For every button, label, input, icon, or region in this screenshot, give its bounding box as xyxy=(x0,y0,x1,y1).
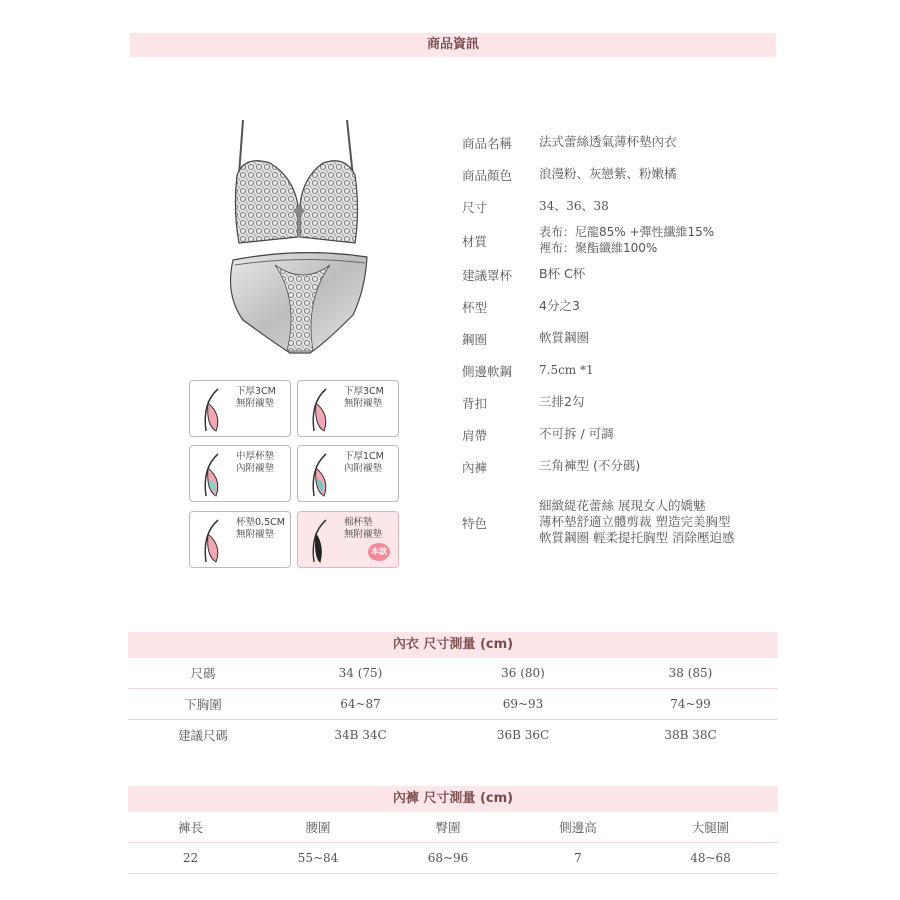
spec-label: 鋼圈 xyxy=(462,332,488,347)
spec-label: 特色 xyxy=(462,516,488,531)
cup-type-line2: 內附襯墊 xyxy=(344,463,383,474)
table-header-cell: 側邊高 xyxy=(513,812,643,843)
table-header-cell: 臀圍 xyxy=(383,812,513,843)
cup-profile-icon xyxy=(196,516,232,566)
cup-type-line1: 杯墊0.5CM xyxy=(236,517,285,528)
spec-value: 4分之3 xyxy=(539,298,580,313)
spec-value: 34、36、38 xyxy=(539,199,609,213)
cup-type-line1: 下厚3CM xyxy=(344,386,384,397)
bra-size-table-title: 內衣 尺寸測量 (cm) xyxy=(128,632,778,658)
cup-type-line2: 無附襯墊 xyxy=(236,398,275,409)
table-cell: 38 (85) xyxy=(603,658,778,689)
spec-value: 浪漫粉、灰戀紫、粉嫩橘 xyxy=(539,166,677,181)
table-cell: 7 xyxy=(513,843,643,874)
cup-type-line2: 無附襯墊 xyxy=(344,398,383,409)
spec-value: 7.5cm *1 xyxy=(539,363,594,377)
table-cell: 36B 36C xyxy=(496,728,550,742)
table-cell: 建議尺碼 xyxy=(177,728,228,743)
cup-profile-icon xyxy=(196,450,232,500)
table-header-cell: 腰圍 xyxy=(253,812,383,843)
table-header-cell: 褲長 xyxy=(128,812,253,843)
table-cell: 64~87 xyxy=(278,689,443,720)
table-row xyxy=(128,658,778,689)
spec-value: 法式蕾絲透氣薄杯墊內衣 xyxy=(539,134,677,149)
table-cell: 68~96 xyxy=(383,843,513,874)
cup-type-card xyxy=(297,445,399,502)
table-cell: 69~93 xyxy=(443,689,603,720)
table-cell: 22 xyxy=(128,843,253,874)
table-header-cell: 大腿圍 xyxy=(643,812,778,843)
table-cell: 38B 38C xyxy=(664,728,717,742)
spec-value: 不可拆 / 可調 xyxy=(539,426,614,441)
cup-profile-icon xyxy=(196,385,232,435)
this-style-stamp: 本款 xyxy=(368,543,390,561)
cup-type-card xyxy=(189,445,291,502)
cup-type-line1: 下厚3CM xyxy=(236,386,276,397)
panty-size-table-title: 內褲 尺寸測量 (cm) xyxy=(128,786,778,812)
spec-value: 軟質鋼圈 xyxy=(539,330,590,345)
table-cell: 55~84 xyxy=(253,843,383,874)
cup-type-line2: 內附襯墊 xyxy=(236,463,275,474)
table-cell: 74~99 xyxy=(603,689,778,720)
table-cell: 36 (80) xyxy=(443,658,603,689)
panty-size-table xyxy=(128,812,778,874)
table-cell: 尺碼 xyxy=(128,658,278,689)
spec-value-line: 裡布：聚酯纖維100% xyxy=(539,241,658,255)
cup-type-line1: 棉杯墊 xyxy=(344,517,373,528)
table-cell: 下胸圍 xyxy=(128,689,278,720)
spec-label: 背扣 xyxy=(462,396,488,411)
cup-profile-icon xyxy=(304,516,340,566)
cup-profile-icon xyxy=(304,450,340,500)
spec-label: 內褲 xyxy=(462,460,488,475)
cup-type-line2: 無附襯墊 xyxy=(344,529,383,540)
table-row xyxy=(128,689,778,720)
table-row xyxy=(128,720,778,751)
product-image xyxy=(215,115,385,360)
spec-label: 商品名稱 xyxy=(462,136,513,151)
spec-label: 杯型 xyxy=(462,300,488,315)
cup-type-card xyxy=(189,380,291,437)
spec-label: 材質 xyxy=(462,234,488,249)
cup-type-card xyxy=(297,380,399,437)
cup-type-grid xyxy=(188,380,402,570)
cup-type-line1: 下厚1CM xyxy=(344,451,384,462)
cup-type-line1: 中厚杯墊 xyxy=(236,451,275,462)
spec-label: 商品顏色 xyxy=(462,168,513,183)
section-title-banner: 商品資訊 xyxy=(130,33,776,57)
spec-label: 建議罩杯 xyxy=(462,268,513,283)
spec-value-line: 薄杯墊舒適立體剪裁 塑造完美胸型 xyxy=(539,514,731,529)
spec-value-line: 細緻緹花蕾絲 展現女人的嬌魅 xyxy=(539,498,706,513)
spec-label: 尺寸 xyxy=(462,200,488,215)
spec-value-line: 表布：尼龍85% +彈性纖維15% xyxy=(539,225,715,239)
spec-label: 側邊軟鋼 xyxy=(462,364,513,379)
table-row xyxy=(128,843,778,874)
cup-type-card xyxy=(189,511,291,568)
cup-type-card-selected xyxy=(297,511,399,568)
table-cell: 48~68 xyxy=(643,843,778,874)
table-cell: 34 (75) xyxy=(278,658,443,689)
cup-profile-icon xyxy=(304,385,340,435)
spec-value: 三角褲型 (不分碼) xyxy=(539,458,641,473)
cup-type-line2: 無附襯墊 xyxy=(236,529,275,540)
spec-label: 肩帶 xyxy=(462,428,488,443)
spec-value-line: 軟質鋼圈 輕柔提托胸型 消除壓迫感 xyxy=(539,530,735,545)
table-cell: 34B 34C xyxy=(334,728,387,742)
table-header-row xyxy=(128,812,778,843)
bra-size-table xyxy=(128,658,778,750)
spec-value: B杯 C杯 xyxy=(539,266,586,281)
spec-value: 三排2勾 xyxy=(539,394,585,409)
